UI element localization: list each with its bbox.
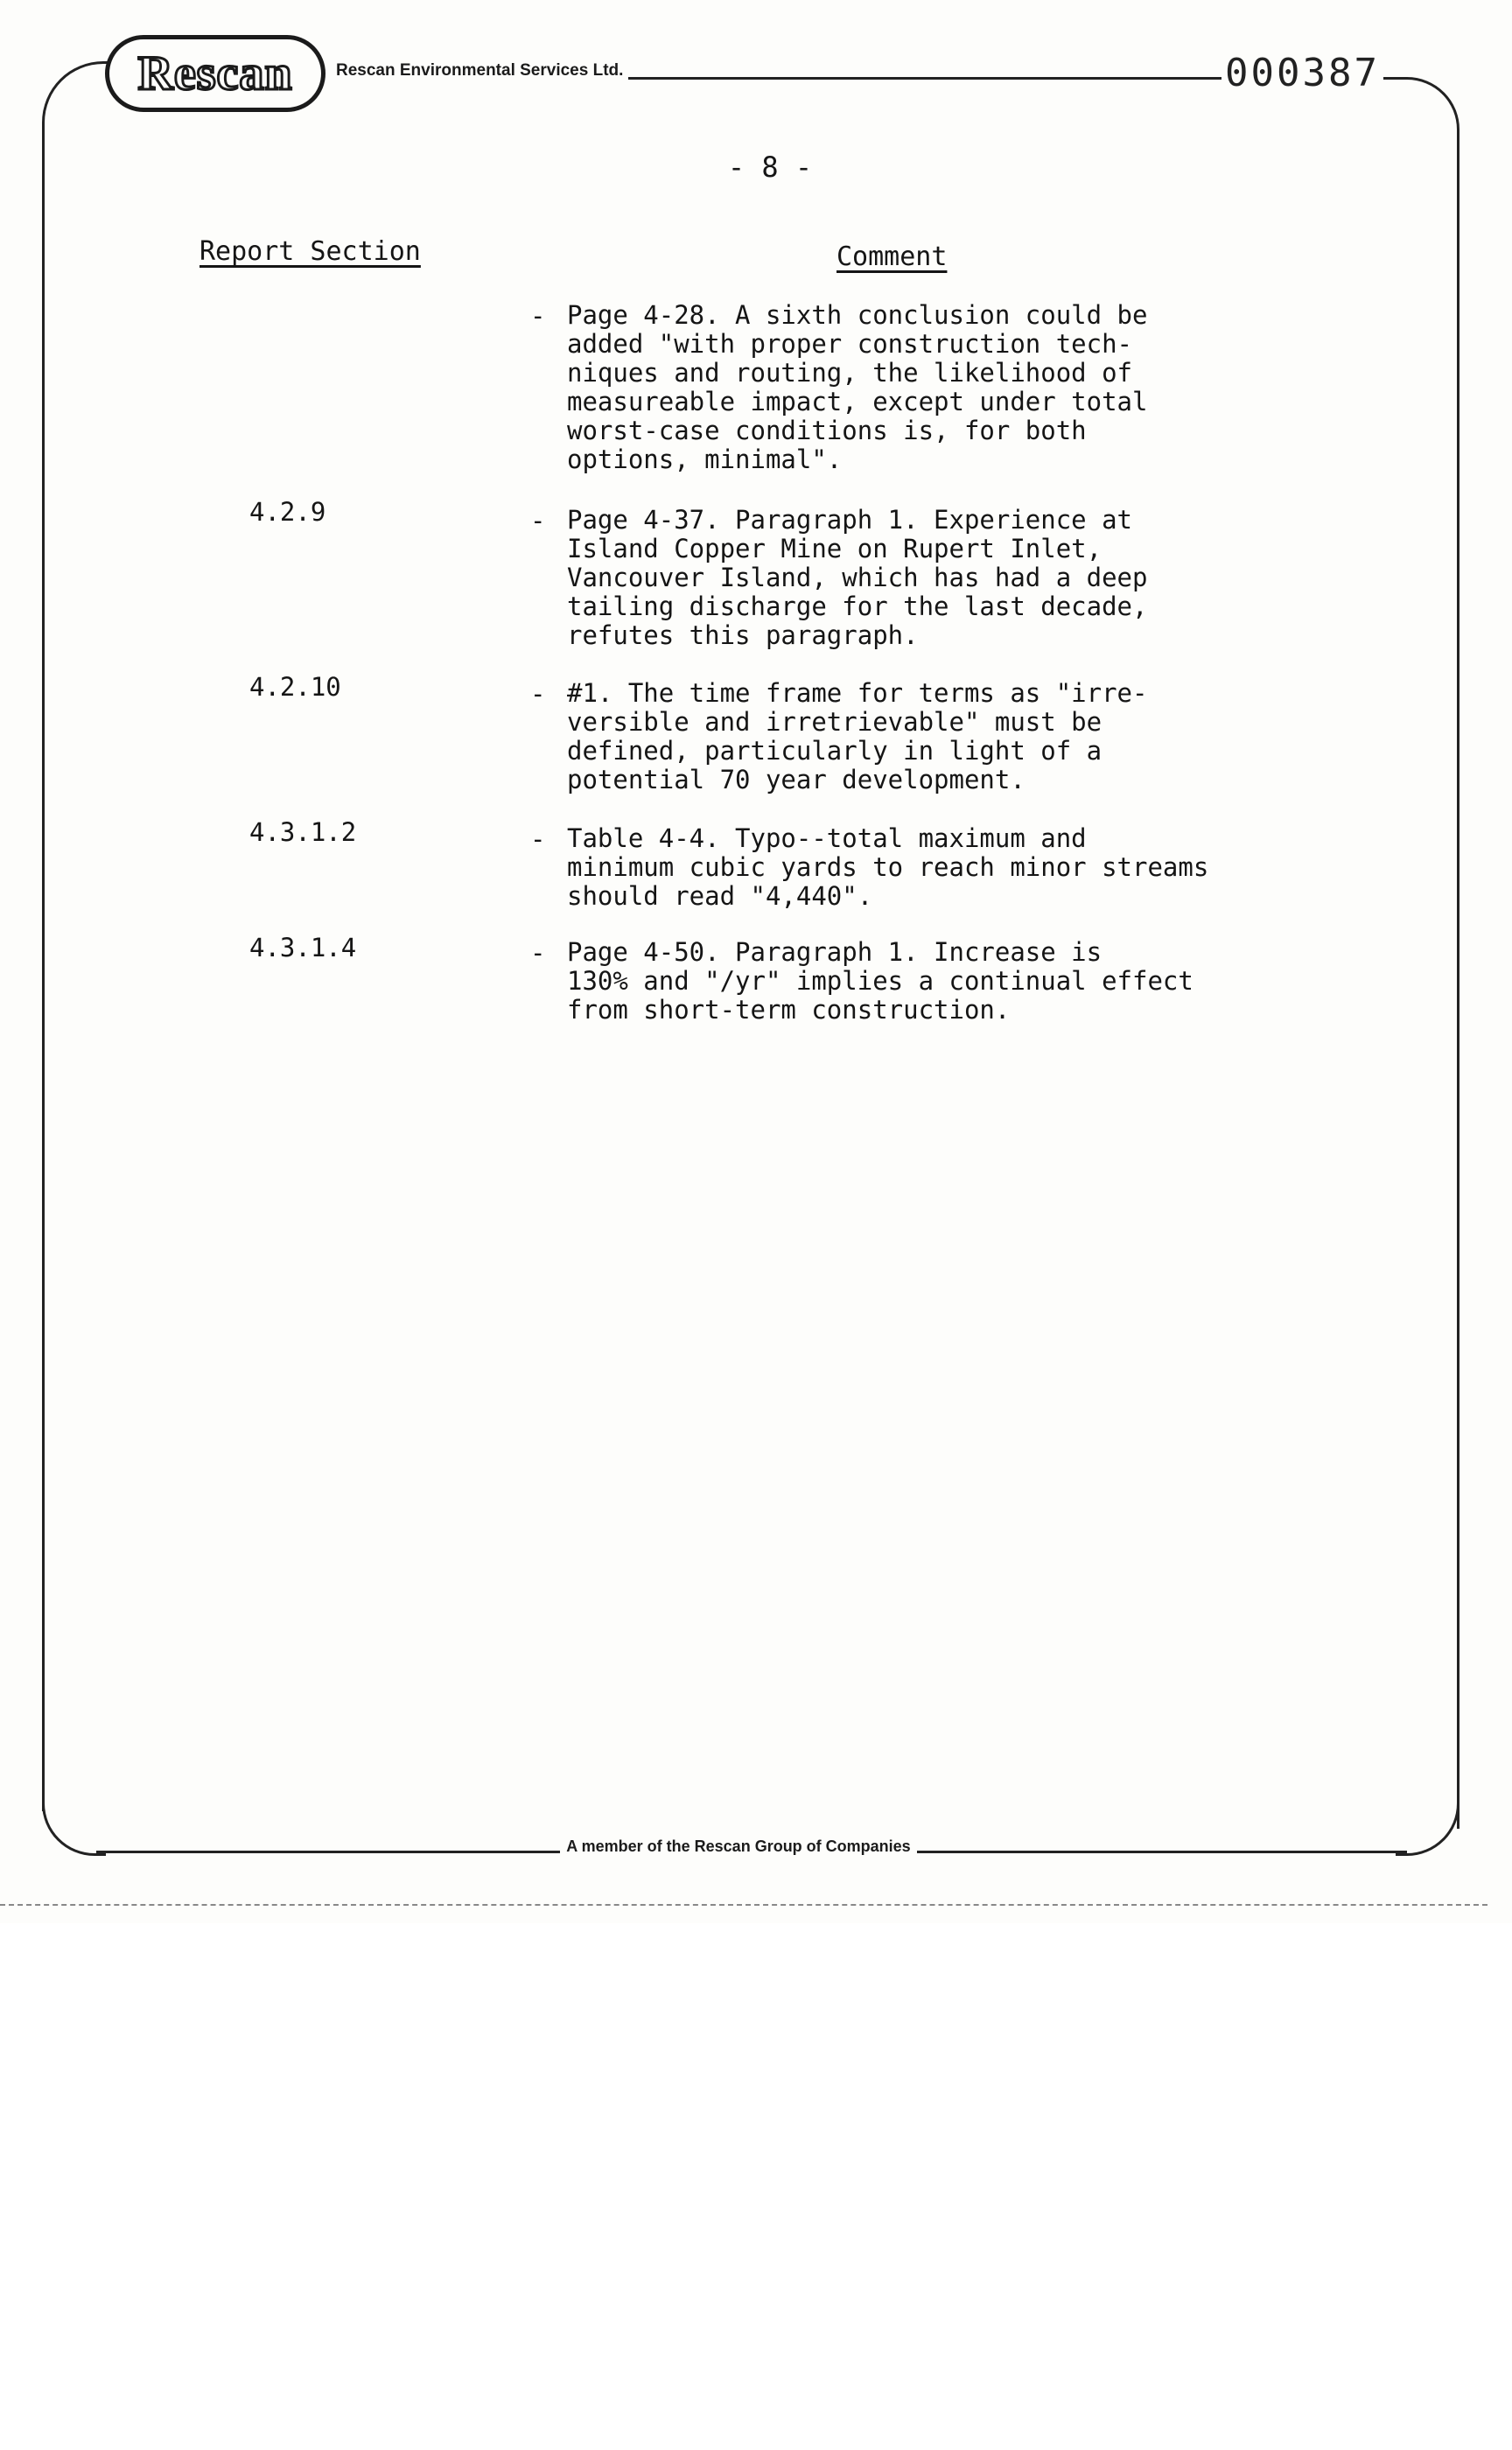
page-number: - 8 -	[727, 150, 813, 184]
entry-comment: Page 4-37. Paragraph 1. Experience at Island Copper Mine on Rupert Inlet, Vancouver Island, which has had a deep tailing discharge for the last decade, refutes this paragraph.	[567, 505, 1148, 650]
document-number: 000387	[1222, 51, 1383, 95]
entry-comment: Page 4-28. A sixth conclusion could be added "with proper construction tech- niques and routing, the likelihood of measureable impact, except under total worst-case conditions is, for both options, minimal".	[567, 300, 1148, 474]
entry-dash: -	[530, 938, 546, 968]
entry-section-number: 4.3.1.2	[249, 817, 357, 847]
scan-edge-line	[0, 1904, 1488, 1906]
entry-dash: -	[530, 506, 546, 536]
frame-right-line	[1457, 131, 1460, 1829]
logo-text: Rescan	[137, 46, 293, 101]
entry-dash: -	[530, 824, 546, 854]
entry-section-number: 4.3.1.4	[249, 933, 357, 962]
frame-corner-top-right	[1396, 77, 1460, 141]
entry-section-number: 4.2.9	[249, 497, 326, 527]
company-name: Rescan Environmental Services Ltd.	[336, 61, 628, 80]
entry-section-number: 4.2.10	[249, 672, 341, 702]
frame-left-line	[42, 131, 45, 1811]
footer-text: A member of the Rescan Group of Companies	[566, 1838, 911, 1855]
frame-corner-top-left	[42, 61, 115, 143]
entry-dash: -	[530, 301, 546, 331]
comment-heading: Comment	[836, 242, 948, 272]
entry-comment: Table 4-4. Typo--total maximum and minimum cubic yards to reach minor streams should read "4,440".	[567, 823, 1209, 911]
entry-comment: Page 4-50. Paragraph 1. Increase is 130% and "/yr" implies a continual effect from short-term construction.	[567, 937, 1194, 1025]
entry-dash: -	[530, 679, 546, 709]
company-logo	[105, 35, 326, 112]
entry-comment: #1. The time frame for terms as "irre- versible and irretrievable" must be defined, particularly in light of a potential 70 year development.	[567, 678, 1148, 794]
report-section-heading: Report Section	[200, 236, 421, 267]
